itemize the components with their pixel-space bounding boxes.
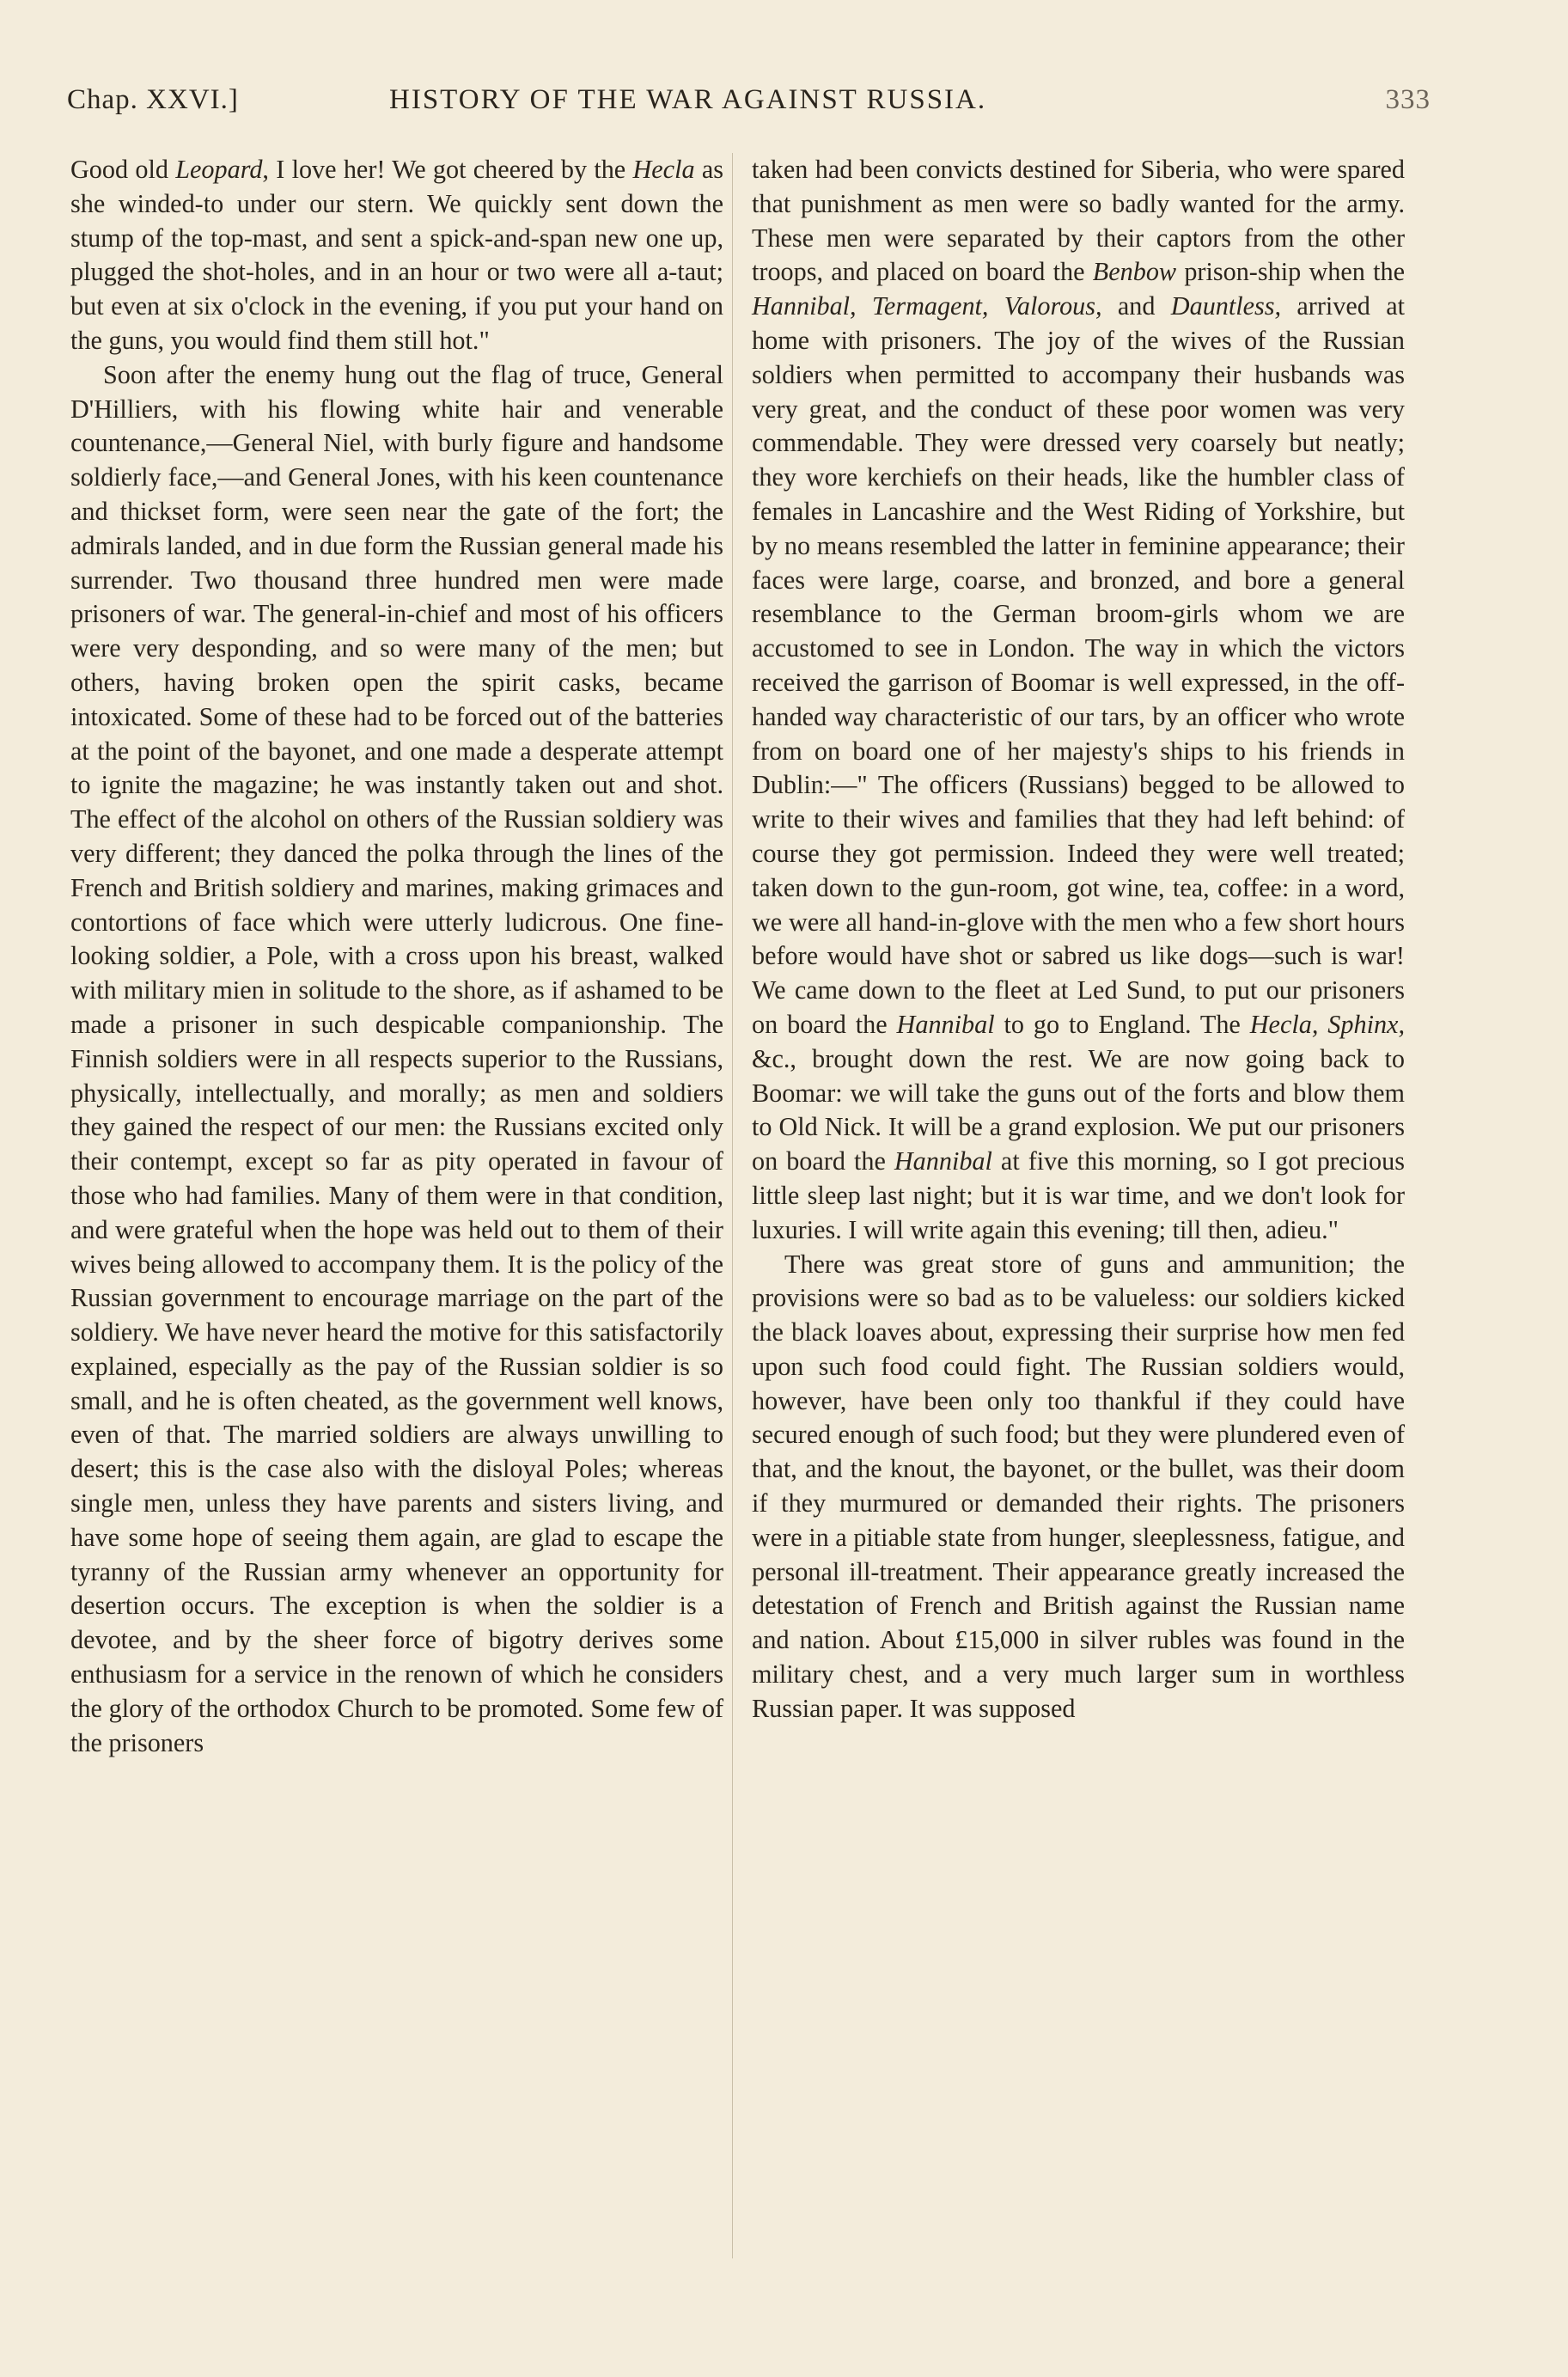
text-run: to go to England. The <box>994 1009 1250 1039</box>
chapter-label: Chap. XXVI.] <box>67 84 239 115</box>
page-number: 333 <box>1385 84 1431 115</box>
running-title: HISTORY OF THE WAR AGAINST RUSSIA. <box>389 84 987 115</box>
column-gutter <box>732 153 733 2258</box>
text-run: at five this morning, so I got precious little sleep last night; but it is war time, and we don't look for luxuries. I will write again this evening; till then, adieu." <box>752 1146 1405 1244</box>
right-text-column <box>752 153 1405 1726</box>
paragraph <box>70 153 723 358</box>
text-run: prison-ship when the <box>1176 257 1405 287</box>
text-run: arrived at home with prisoners. The joy of the wives of the Russian soldiers when permitted to accompany their husbands was very great, and the conduct of these poor women was very commendable. They were dressed very coarsely but neatly; they wore kerchiefs on their heads, like the humbler class of females in Lancashire and the West Riding of Yorkshire, but by no means resembled the latter in feminine appearance; their faces were large, coarse, and bronzed, and bore a general resemblance to the German broom-girls whom we are accustomed to see in London. The way in which the victors received the garrison of Boomar is well expressed, in the off-handed way characteristic of our tars, by an officer who wrote from on board one of her majesty's ships to his friends in Dublin:—" The officers (Russians) begged to be allowed to write to their wives and families that they had left behind: of course they got permission. Indeed they were well treated; taken down to the gun-room, got wine, tea, coffee: in a word, we were all hand-in-glove with the men who a few short hours before would have shot or sabred us like dogs—such is war! We came down to the fleet at Led Sund, to put our prisoners on board the <box>752 291 1405 1039</box>
italic-ship-name: Dauntless, <box>1170 291 1282 321</box>
left-text-column <box>70 153 723 1760</box>
text-run: &c., brought down the rest. We are now going back to Boomar: we will take the guns out of the forts and blow them to Old Nick. It will be a grand explosion. We put our prisoners on board the <box>752 1043 1405 1176</box>
italic-ship-name: Hannibal <box>894 1146 992 1176</box>
text-run: as she winded-to under our stern. We quickly sent down the stump of the top-mast, and sent a spick-and-span new one up, plugged the shot-holes, and in an hour or two were all a-taut; but even at six o'clock in the evening, if you put your hand on the guns, you would find them still hot." <box>70 155 724 355</box>
italic-ship-name: Hecla <box>632 155 695 184</box>
italic-ship-name: Hannibal <box>896 1009 995 1039</box>
italic-ship-name: Hannibal, Termagent, Valorous, <box>752 291 1102 321</box>
text-run: Soon after the enemy hung out the flag of truce, General D'Hilliers, with his flowing white hair and venerable countenance,—General Niel, with burly figure and handsome soldierly face,—and General Jones, with his keen countenance and thickset form, were seen near the gate of the fort; the admirals landed, and in due form the Russian general made his surrender. Two thousand three hundred men were made prisoners of war. The general-in-chief and most of his officers were very desponding, and so were many of the men; but others, having broken open the spirit casks, became intoxicated. Some of these had to be forced out of the batteries at the point of the bayonet, and one made a desperate attempt to ignite the magazine; he was instantly taken out and shot. The effect of the alcohol on others of the Russian soldiery was very different; they danced the polka through the lines of the French and British soldiery and marines, making grimaces and contortions of face which were utterly ludicrous. One fine-looking soldier, a Pole, with a cross upon his breast, walked with military mien in solitude to the shore, as if ashamed to be made a prisoner in such despicable companionship. The Finnish soldiers were in all respects superior to the Russians, physically, intellectually, and morally; as men and soldiers they gained the respect of our men: the Russians excited only their contempt, except so far as pity operated in favour of those who had families. Many of them were in that condition, and were grateful when the hope was held out to them of their wives being allowed to accompany them. It is the policy of the Russian government to encourage marriage on the part of the soldiery. We have never heard the motive for this satisfactorily explained, especially as the pay of the Russian soldier is so small, and he is often cheated, as the government well knows, even of that. The married soldiers are always unwilling to desert; this is the case also with the disloyal Poles; whereas single men, unless they have parents and sisters living, and have some hope of seeing them again, are glad to escape the tyranny of the Russian army whenever an opportunity for desertion occurs. The exception is when the soldier is a devotee, and by the sheer force of bigotry derives some enthusiasm for a service in the renown of which he considers the glory of the orthodox Church to be promoted. Some few of the prisoners <box>70 359 723 1757</box>
running-header <box>67 84 1431 127</box>
text-run: , I love her! We got cheered by the <box>262 155 633 184</box>
paragraph <box>70 358 723 1761</box>
text-run: Good old <box>70 155 176 184</box>
text-run: There was great store of guns and ammunition; the provisions were so bad as to be valueless: our soldiers kicked the black loaves about, expressing their surprise how men fed upon such food could fight. The Russian soldiers would, however, have been only too thankful if they could have secured enough of such food; but they were plundered even of that, and the knout, the bayonet, or the bullet, was their doom if they murmured or demanded their rights. The prisoners were in a pitiable state from hunger, sleeplessness, fatigue, and personal ill-treatment. Their appearance greatly increased the detestation of French and British against the Russian name and nation. About £15,000 in silver rubles was found in the military chest, and a very much larger sum in worthless Russian paper. It was supposed <box>752 1249 1405 1723</box>
italic-ship-name: Benbow <box>1092 257 1177 287</box>
paragraph <box>752 153 1405 1248</box>
paragraph <box>752 1248 1405 1726</box>
italic-ship-name: Leopard <box>175 155 263 184</box>
italic-ship-name: Hecla, Sphinx, <box>1249 1009 1405 1039</box>
text-run: taken had been convicts destined for Siberia, who were spared that punishment as men were so badly wanted for the army. These men were separated by their captors from the other troops, and placed on board the <box>752 155 1405 287</box>
text-run: and <box>1101 291 1171 321</box>
